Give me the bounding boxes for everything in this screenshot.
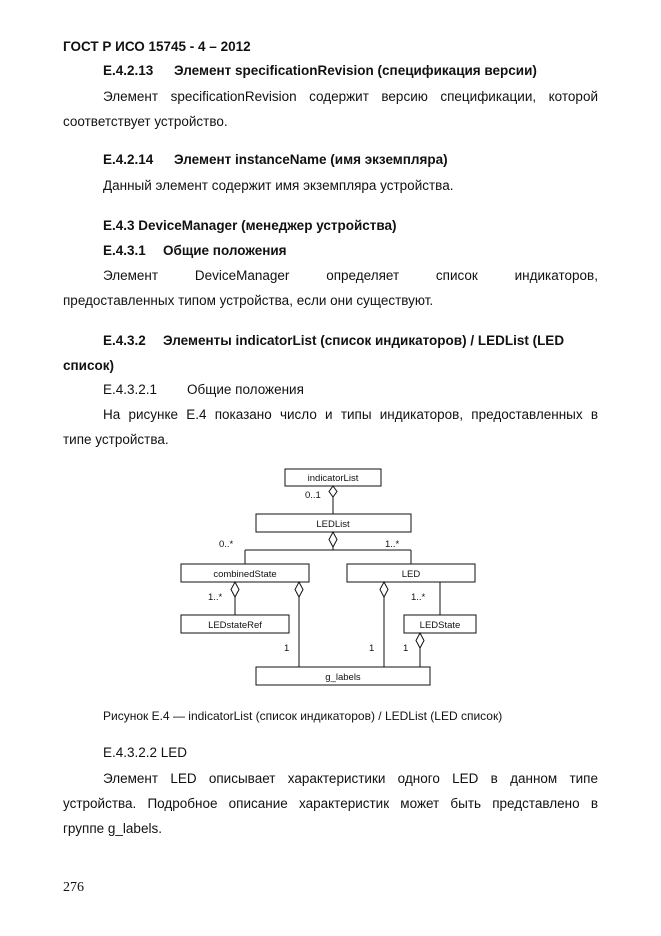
section-title: Элемент instanceName (имя экземпляра) xyxy=(174,152,448,167)
multiplicity-label: 1..* xyxy=(385,539,400,550)
section-heading: E.4.3.2.2 LED xyxy=(103,745,188,760)
aggregation-diamond xyxy=(231,582,239,597)
paragraph-line: соответствует устройство. xyxy=(63,114,228,129)
section-title: Общие положения xyxy=(163,243,287,258)
section-number: E.4.2.14 xyxy=(103,152,154,167)
multiplicity-label: 1 xyxy=(369,643,375,654)
section-number: E.4.3.2 xyxy=(103,333,146,348)
page-number: 276 xyxy=(63,880,84,895)
paragraph-line: устройства. Подробное описание характеристик может быть представлено в xyxy=(63,796,598,811)
word: список xyxy=(435,268,478,283)
label-LEDstateRef: LEDstateRef xyxy=(208,620,262,631)
multiplicity-label: 1 xyxy=(284,643,290,654)
paragraph-line: Данный элемент содержит имя экземпляра устройства. xyxy=(103,178,454,193)
aggregation-diamond xyxy=(416,633,424,648)
section-heading: E.4.3 DeviceManager (менеджер устройства) xyxy=(103,218,397,233)
multiplicity-label: 1 xyxy=(403,643,409,654)
label-g_labels: g_labels xyxy=(325,672,361,683)
section-number: E.4.3.1 xyxy=(103,243,146,258)
paragraph-line: типе устройства. xyxy=(63,432,169,447)
label-LEDList: LEDList xyxy=(316,519,350,530)
label-combinedState: combinedState xyxy=(213,569,277,580)
aggregation-diamond xyxy=(329,486,337,497)
paragraph-line: предоставленных типом устройства, если они существуют. xyxy=(63,293,434,308)
paragraph-line: группе g_labels. xyxy=(63,821,162,836)
section-title: Общие положения xyxy=(187,382,304,397)
aggregation-diamond xyxy=(295,582,303,597)
label-LEDState: LEDState xyxy=(419,620,461,631)
aggregation-diamond xyxy=(380,582,388,597)
word: индикаторов, xyxy=(514,268,598,283)
word: определяет xyxy=(326,268,400,283)
word: Элемент xyxy=(103,268,159,283)
multiplicity-label: 0..1 xyxy=(305,490,321,501)
paragraph-line: Элемент LED описывает характеристики одного LED в данном типе xyxy=(103,771,598,786)
multiplicity-label: 0..* xyxy=(219,539,234,550)
paragraph-line: На рисунке Е.4 показано число и типы индикаторов, предоставленных в xyxy=(103,407,598,422)
section-number: E.4.2.13 xyxy=(103,63,154,78)
section-title-continued: список) xyxy=(63,358,114,373)
document-header: ГОСТ Р ИСО 15745 - 4 – 2012 xyxy=(63,39,251,54)
figure-caption: Рисунок Е.4 — indicatorList (список индикаторов) / LEDList (LED список) xyxy=(103,709,503,723)
multiplicity-label: 1..* xyxy=(411,592,426,603)
word: DeviceManager xyxy=(194,268,290,283)
multiplicity-label: 1..* xyxy=(208,592,223,603)
section-number: E.4.3.2.1 xyxy=(103,382,158,397)
label-indicatorList: indicatorList xyxy=(307,473,359,484)
section-title: Элемент specificationRevision (спецификация версии) xyxy=(174,63,537,78)
paragraph-line: Элемент specificationRevision содержит версию спецификации, которой xyxy=(103,89,598,104)
section-title: Элементы indicatorList (список индикаторов) / LEDList (LED xyxy=(163,333,565,348)
label-LED: LED xyxy=(401,569,421,580)
aggregation-diamond xyxy=(329,532,337,547)
